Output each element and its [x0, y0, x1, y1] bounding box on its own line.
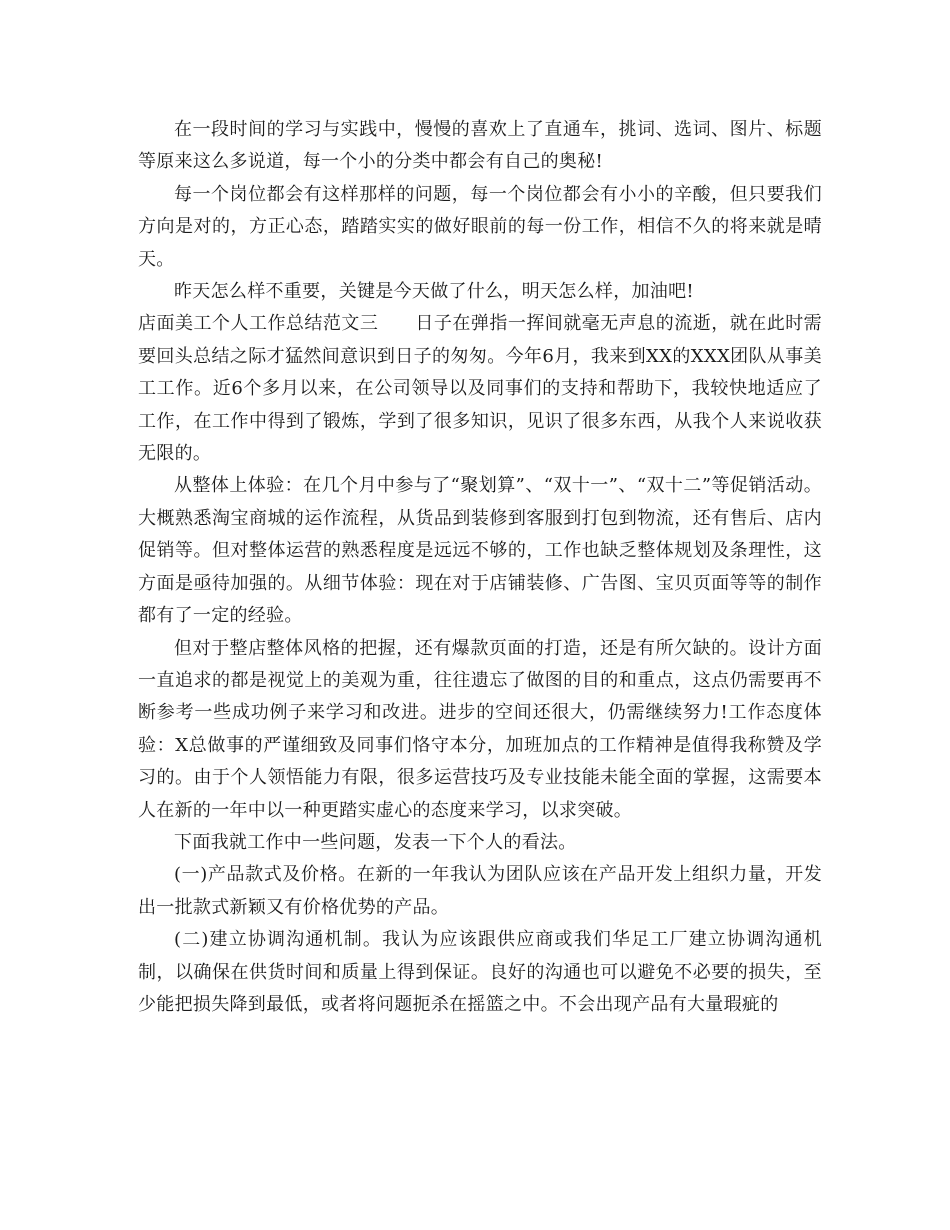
paragraph-8: (一)产品款式及价格。在新的一年我认为团队应该在产品开发上组织力量，开发出一批款式新颖又有价格优势的产品。 [138, 864, 822, 918]
paragraph-6: 但对于整店整体风格的把握，还有爆款页面的打造，还是有所欠缺的。设计方面一直追求的都是视觉上的美观为重，往往遗忘了做图的目的和重点，这点仍需要再不断参考一些成功例子来学习和改进。进步的空间还很大，仍需继续努力!工作态度体验：X总做事的严谨细致及同事们恪守本分，加班加点的工作精神是值得我称赞及学习的。由于个人领悟能力有限，很多运营技巧及专业技能未能全面的掌握，这需要本人在新的一年中以一种更踏实虚心的态度来学习，以求突破。 [138, 637, 822, 821]
paragraph-9: (二)建立协调沟通机制。我认为应该跟供应商或我们华足工厂建立协调沟通机制，以确保在供货时间和质量上得到保证。良好的沟通也可以避免不必要的损失，至少能把损失降到最低，或者将问题扼杀在摇篮之中。不会出现产品有大量瑕疵的 [138, 929, 822, 1015]
paragraph-7: 下面我就工作中一些问题，发表一下个人的看法。 [174, 831, 577, 853]
paragraph-2: 每一个岗位都会有这样那样的问题，每一个岗位都会有小小的辛酸，但只要我们方向是对的，方正心态，踏踏实实的做好眼前的每一份工作，相信不久的将来就是晴天。 [138, 183, 822, 270]
paragraph-1: 在一段时间的学习与实践中，慢慢的喜欢上了直通车，挑词、选词、图片、标题等原来这么多说道，每一个小的分类中都会有自己的奥秘! [138, 119, 822, 173]
paragraph-5: 从整体上体验：在几个月中参与了“聚划算”、“双十一”、“双十二”等促销活动。大概熟悉淘宝商城的运作流程，从货品到装修到客服到打包到物流，还有售后、店内促销等。但对整体运营的熟悉程度是远远不够的，工作也缺乏整体规划及条理性，这方面是亟待加强的。从细节体验：现在对于店铺装修、广告图、宝贝页面等等的制作都有了一定的经验。 [138, 475, 822, 627]
document-body [138, 114, 822, 1021]
paragraph-4-section-heading: 店面美工个人工作总结范文三 日子在弹指一挥间就毫无声息的流逝，就在此时需要回头总结之际才猛然间意识到日子的匆匆。今年6月，我来到XX的XXX团队从事美工工作。近6个多月以来，在公司领导以及同事们的支持和帮助下，我较快地适应了工作，在工作中得到了锻炼，学到了很多知识，见识了很多东西，从我个人来说收获无限的。 [138, 313, 822, 465]
paragraph-3: 昨天怎么样不重要，关键是今天做了什么，明天怎么样，加油吧! [174, 281, 694, 303]
